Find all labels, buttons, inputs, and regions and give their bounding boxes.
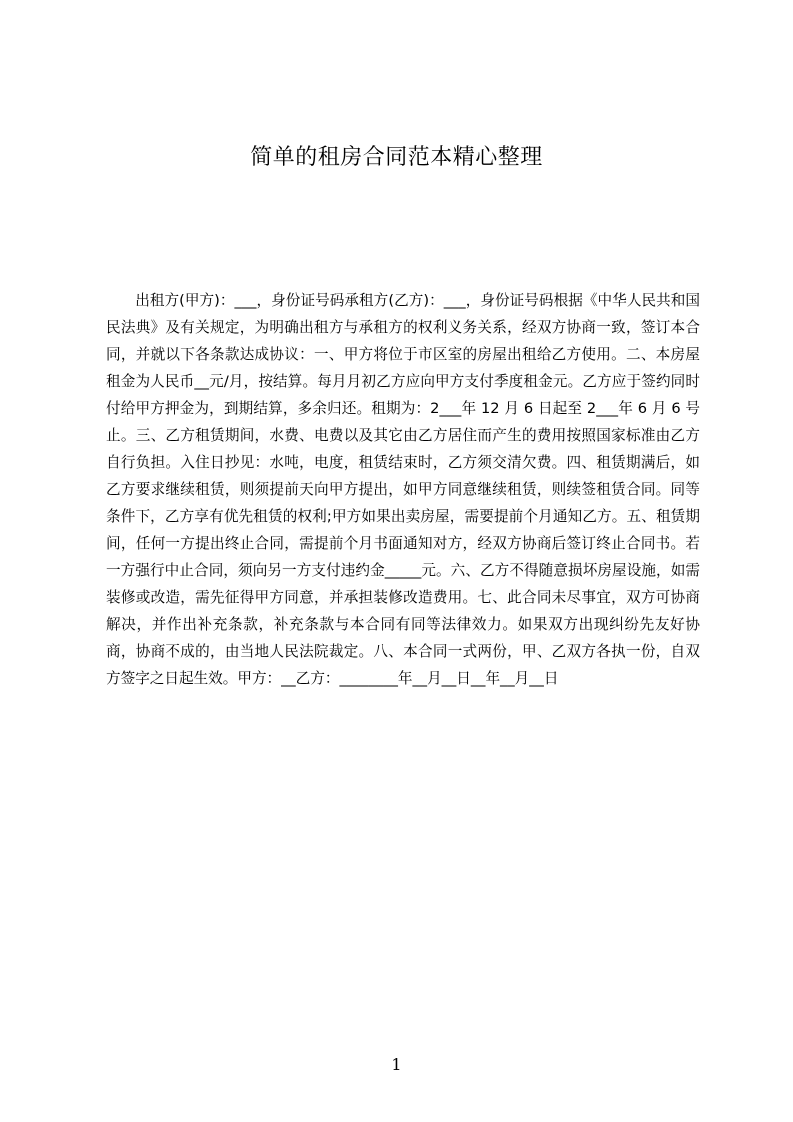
document-title: 简单的租房合同范本精心整理 xyxy=(250,145,543,170)
page-number: 1 xyxy=(391,1055,402,1074)
contract-body-paragraph: 出租方(甲方)：___，身份证号码承租方(乙方)：___，身份证号码根据《中华人民共和国民法典》及有关规定，为明确出租方与承租方的权利义务关系，经双方协商一致，签订本合同，并就以下各条款达成协议：一、甲方将位于市区室的房屋出租给乙方使用。二、本房屋租金为人民币__元/月，按结算。每月月初乙方应向甲方支付季度租金元。乙方应于签约同时付给甲方押金为，到期结算，多余归还。租期为：2___年 12 月 6 日起至 2___年 6 月 6 号止。三、乙方租赁期间，水费、电费以及其它由乙方居住而产生的费用按照国家标准由乙方自行负担。入住日抄见：水吨，电度，租赁结束时，乙方须交清欠费。四、租赁期满后，如乙方要求继续租赁，则须提前天向甲方提出，如甲方同意继续租赁，则续签租赁合同。同等条件下，乙方享有优先租赁的权利;甲方如果出卖房屋，需要提前个月通知乙方。五、租赁期间，任何一方提出终止合同，需提前个月书面通知对方，经双方协商后签订终止合同书。若一方强行中止合同，须向另一方支付违约金_____元。六、乙方不得随意损坏房屋设施，如需装修或改造，需先征得甲方同意，并承担装修改造费用。七、此合同未尽事宜，双方可协商解决，并作出补充条款，补充条款与本合同有同等法律效力。如果双方出现纠纷先友好协商，协商不成的，由当地人民法院裁定。八、本合同一式两份，甲、乙双方各执一份，自双方签字之日起生效。甲方：__乙方：________年__月__日__年__月__日 xyxy=(106,292,700,687)
